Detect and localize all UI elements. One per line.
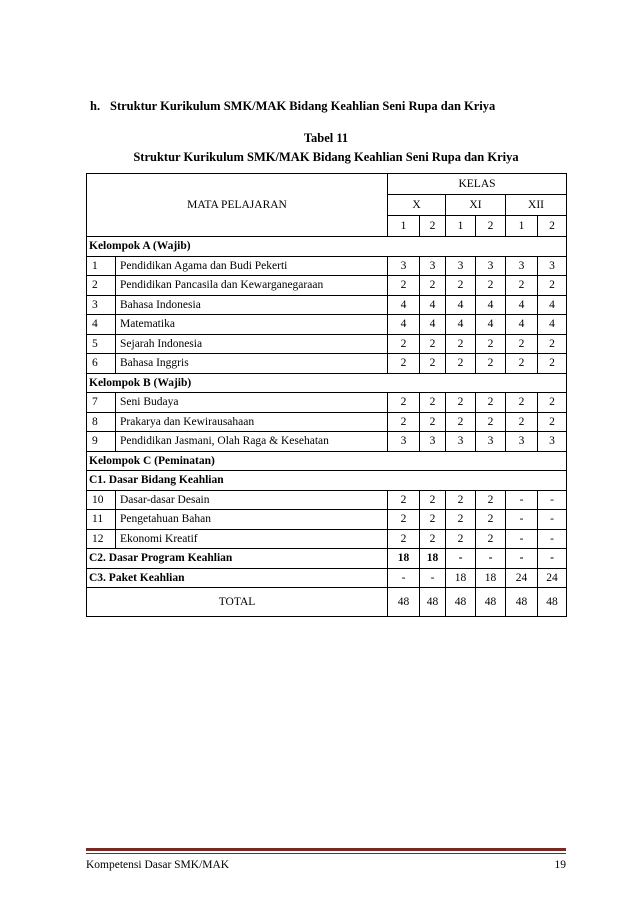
hours-cell: 2 bbox=[420, 393, 446, 413]
hours-cell: 4 bbox=[446, 315, 476, 335]
table-row bbox=[87, 334, 567, 354]
subject-name: Matematika bbox=[116, 315, 388, 335]
hours-cell: 2 bbox=[506, 393, 538, 413]
hours-cell: 3 bbox=[476, 256, 506, 276]
subject-name: Ekonomi Kreatif bbox=[116, 529, 388, 549]
table-row bbox=[87, 295, 567, 315]
hours-cell: 2 bbox=[388, 412, 420, 432]
row-number: 5 bbox=[87, 334, 116, 354]
hours-cell: 2 bbox=[420, 490, 446, 510]
hours-cell: 2 bbox=[538, 412, 567, 432]
hours-cell: 2 bbox=[446, 334, 476, 354]
table-row bbox=[87, 432, 567, 452]
group-label: Kelompok C (Peminatan) bbox=[87, 451, 567, 471]
row-number: 12 bbox=[87, 529, 116, 549]
hours-cell: 3 bbox=[388, 432, 420, 452]
group-label-row bbox=[87, 451, 567, 471]
subgroup-label: C1. Dasar Bidang Keahlian bbox=[87, 471, 567, 491]
hours-cell: 2 bbox=[538, 393, 567, 413]
semester-header: 1 bbox=[388, 216, 420, 237]
hours-cell: 3 bbox=[420, 432, 446, 452]
hours-cell: 2 bbox=[388, 510, 420, 530]
semester-header: 1 bbox=[446, 216, 476, 237]
row-number: 3 bbox=[87, 295, 116, 315]
hours-cell: 2 bbox=[446, 393, 476, 413]
subject-name: Bahasa Indonesia bbox=[116, 295, 388, 315]
table-row bbox=[87, 529, 567, 549]
hours-cell: 2 bbox=[420, 276, 446, 296]
subgroup-label-row bbox=[87, 471, 567, 491]
hours-cell: 4 bbox=[538, 315, 567, 335]
subject-name: Pendidikan Pancasila dan Kewarganegaraan bbox=[116, 276, 388, 296]
hours-cell: 3 bbox=[476, 432, 506, 452]
hours-cell: - bbox=[476, 549, 506, 569]
hours-cell: - bbox=[506, 490, 538, 510]
hours-cell: 2 bbox=[420, 412, 446, 432]
hours-cell: 2 bbox=[506, 334, 538, 354]
hours-cell: 2 bbox=[506, 354, 538, 374]
row-number: 2 bbox=[87, 276, 116, 296]
semester-header: 2 bbox=[538, 216, 567, 237]
row-number: 1 bbox=[87, 256, 116, 276]
subject-name: Sejarah Indonesia bbox=[116, 334, 388, 354]
hours-cell: 2 bbox=[446, 529, 476, 549]
hours-cell: 2 bbox=[388, 393, 420, 413]
hours-cell: 4 bbox=[446, 295, 476, 315]
total-cell: 48 bbox=[538, 588, 567, 617]
hours-cell: 4 bbox=[538, 295, 567, 315]
grade-xii-header: XII bbox=[506, 195, 567, 216]
table-row bbox=[87, 256, 567, 276]
hours-cell: 3 bbox=[388, 256, 420, 276]
hours-cell: - bbox=[506, 510, 538, 530]
hours-cell: 2 bbox=[476, 393, 506, 413]
subject-name: Pendidikan Agama dan Budi Pekerti bbox=[116, 256, 388, 276]
subject-name: Prakarya dan Kewirausahaan bbox=[116, 412, 388, 432]
group-label-row bbox=[87, 373, 567, 393]
hours-cell: 2 bbox=[446, 490, 476, 510]
row-number: 11 bbox=[87, 510, 116, 530]
hours-cell: 2 bbox=[420, 334, 446, 354]
hours-cell: 3 bbox=[446, 256, 476, 276]
subject-name: Dasar-dasar Desain bbox=[116, 490, 388, 510]
hours-cell: 18 bbox=[420, 549, 446, 569]
grade-xi-header: XI bbox=[446, 195, 506, 216]
hours-cell: 4 bbox=[506, 315, 538, 335]
hours-cell: 3 bbox=[420, 256, 446, 276]
table-row bbox=[87, 393, 567, 413]
footer-rule-thin bbox=[86, 853, 566, 854]
hours-cell: 2 bbox=[420, 529, 446, 549]
hours-cell: 4 bbox=[506, 295, 538, 315]
group-label: Kelompok B (Wajib) bbox=[87, 373, 567, 393]
hours-cell: 2 bbox=[388, 529, 420, 549]
row-number: 7 bbox=[87, 393, 116, 413]
semester-header: 1 bbox=[506, 216, 538, 237]
hours-cell: 2 bbox=[538, 334, 567, 354]
hours-cell: 3 bbox=[446, 432, 476, 452]
grade-x-header: X bbox=[388, 195, 446, 216]
table-row bbox=[87, 276, 567, 296]
hours-cell: 4 bbox=[420, 295, 446, 315]
footer-title: Kompetensi Dasar SMK/MAK bbox=[86, 859, 230, 871]
curriculum-table bbox=[86, 173, 567, 617]
hours-cell: - bbox=[538, 490, 567, 510]
hours-cell: - bbox=[506, 549, 538, 569]
c3-row-label: C3. Paket Keahlian bbox=[87, 568, 388, 588]
hours-cell: - bbox=[420, 568, 446, 588]
hours-cell: 4 bbox=[420, 315, 446, 335]
hours-cell: 2 bbox=[476, 354, 506, 374]
row-number: 9 bbox=[87, 432, 116, 452]
subject-name: Seni Budaya bbox=[116, 393, 388, 413]
hours-cell: 2 bbox=[506, 412, 538, 432]
hours-cell: - bbox=[388, 568, 420, 588]
section-heading bbox=[90, 99, 495, 114]
table-row bbox=[87, 490, 567, 510]
hours-cell: 2 bbox=[420, 510, 446, 530]
section-title: Struktur Kurikulum SMK/MAK Bidang Keahlian Seni Rupa dan Kriya bbox=[110, 99, 496, 113]
hours-cell: 24 bbox=[506, 568, 538, 588]
footer-rule-thick bbox=[86, 848, 566, 851]
total-row bbox=[87, 588, 567, 617]
hours-cell: 4 bbox=[388, 315, 420, 335]
page-number: 19 bbox=[554, 859, 566, 871]
hours-cell: 2 bbox=[538, 276, 567, 296]
hours-cell: - bbox=[506, 529, 538, 549]
hours-cell: 3 bbox=[538, 256, 567, 276]
hours-cell: 2 bbox=[446, 276, 476, 296]
hours-cell: 4 bbox=[388, 295, 420, 315]
row-number: 8 bbox=[87, 412, 116, 432]
table-label: Tabel 11 bbox=[303, 131, 349, 145]
hours-cell: 18 bbox=[446, 568, 476, 588]
c2-row bbox=[87, 549, 567, 569]
group-label-row bbox=[87, 237, 567, 257]
section-number: h. bbox=[90, 99, 101, 113]
total-cell: 48 bbox=[476, 588, 506, 617]
hours-cell: 4 bbox=[476, 295, 506, 315]
total-cell: 48 bbox=[446, 588, 476, 617]
hours-cell: 18 bbox=[388, 549, 420, 569]
hours-cell: 2 bbox=[388, 276, 420, 296]
hours-cell: 2 bbox=[476, 510, 506, 530]
hours-cell: 2 bbox=[476, 412, 506, 432]
total-label: TOTAL bbox=[87, 588, 388, 617]
hours-cell: 2 bbox=[388, 354, 420, 374]
row-number: 10 bbox=[87, 490, 116, 510]
hours-cell: 24 bbox=[538, 568, 567, 588]
table-row bbox=[87, 315, 567, 335]
table-row bbox=[87, 354, 567, 374]
hours-cell: 18 bbox=[476, 568, 506, 588]
subject-header: MATA PELAJARAN bbox=[87, 174, 388, 237]
total-cell: 48 bbox=[506, 588, 538, 617]
c2-row-label: C2. Dasar Program Keahlian bbox=[87, 549, 388, 569]
table-row bbox=[87, 412, 567, 432]
hours-cell: 3 bbox=[506, 256, 538, 276]
c3-row bbox=[87, 568, 567, 588]
hours-cell: 3 bbox=[538, 432, 567, 452]
hours-cell: - bbox=[446, 549, 476, 569]
hours-cell: 2 bbox=[420, 354, 446, 374]
hours-cell: 3 bbox=[506, 432, 538, 452]
hours-cell: 2 bbox=[446, 510, 476, 530]
hours-cell: 2 bbox=[476, 276, 506, 296]
header-row-kelas bbox=[87, 174, 567, 195]
hours-cell: 2 bbox=[388, 334, 420, 354]
subject-name: Pengetahuan Bahan bbox=[116, 510, 388, 530]
hours-cell: 2 bbox=[476, 490, 506, 510]
hours-cell: 2 bbox=[446, 354, 476, 374]
hours-cell: 2 bbox=[388, 490, 420, 510]
row-number: 6 bbox=[87, 354, 116, 374]
table-title: Struktur Kurikulum SMK/MAK Bidang Keahlian Seni Rupa dan Kriya bbox=[133, 150, 519, 164]
hours-cell: 2 bbox=[506, 276, 538, 296]
row-number: 4 bbox=[87, 315, 116, 335]
total-cell: 48 bbox=[420, 588, 446, 617]
hours-cell: - bbox=[538, 549, 567, 569]
table-row bbox=[87, 510, 567, 530]
semester-header: 2 bbox=[476, 216, 506, 237]
hours-cell: 2 bbox=[446, 412, 476, 432]
subject-name: Pendidikan Jasmani, Olah Raga & Kesehatan bbox=[116, 432, 388, 452]
semester-header: 2 bbox=[420, 216, 446, 237]
hours-cell: 4 bbox=[476, 315, 506, 335]
hours-cell: 2 bbox=[476, 334, 506, 354]
hours-cell: 2 bbox=[538, 354, 567, 374]
subject-name: Bahasa Inggris bbox=[116, 354, 388, 374]
group-label: Kelompok A (Wajib) bbox=[87, 237, 567, 257]
hours-cell: - bbox=[538, 529, 567, 549]
kelas-header: KELAS bbox=[388, 174, 567, 195]
hours-cell: 2 bbox=[476, 529, 506, 549]
hours-cell: - bbox=[538, 510, 567, 530]
total-cell: 48 bbox=[388, 588, 420, 617]
